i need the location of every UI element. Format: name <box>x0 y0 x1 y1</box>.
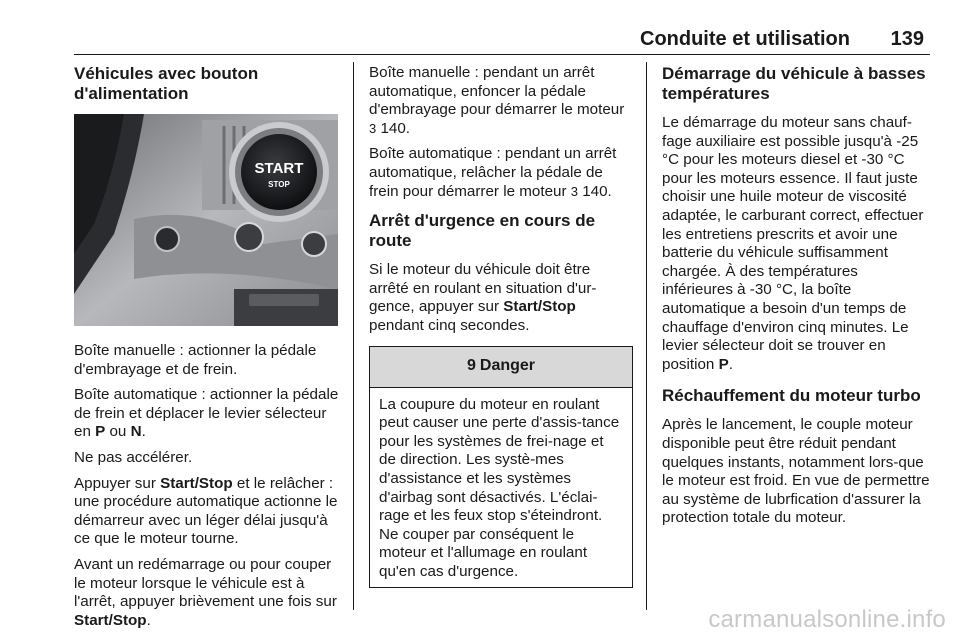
page-header <box>74 24 930 55</box>
danger-text: La coupure du moteur en roulant peut causer une perte d'assis-tance pour les systèmes de frei-nage et de direction. Les systè-mes d'assistance et les systèmes d'airbag sont désactivés. L'éclai-rage et les feux stop s'éteindront. Ne couper par conséquent le moteur et l'allumage en roulant qu'en cas d'urgence. <box>379 395 620 580</box>
paragraph-manual-gearbox: Boîte manuelle : actionner la pédale d'embrayage et de frein. <box>74 342 317 378</box>
column-2 <box>369 64 633 588</box>
danger-header <box>370 347 632 388</box>
paragraph-no-accelerate: Ne pas accélérer. <box>74 448 193 466</box>
section-heading-power-button: Véhicules avec bouton d'alimentation <box>74 64 259 103</box>
column-divider-1 <box>353 62 354 610</box>
paragraph-automatic-gearbox: Boîte automatique : actionner la pédale de frein et déplacer le levier sélecteur en P ou N. <box>74 386 339 441</box>
paragraph-manual-autostop: Boîte manuelle : pendant un arrêt automatique, enfoncer la pédale d'embrayage pour démarrer le moteur 3 140. <box>369 64 625 137</box>
site-watermark: carmanualsonline.info <box>708 606 946 633</box>
photo-stop-label: STOP <box>268 180 290 189</box>
page-number: 139 <box>890 28 924 50</box>
paragraph-press-start-stop: Appuyer sur Start/Stop et le relâcher : une procédure automatique actionne le démarreur avec un léger délai jusqu'à ce que le moteur tourne. <box>74 474 338 548</box>
column-1 <box>74 64 346 637</box>
section-heading-emergency-stop: Arrêt d'urgence en cours de route <box>369 211 596 251</box>
column-divider-2 <box>646 62 647 610</box>
section-heading-low-temperature: Démarrage du véhicule à basses températures <box>662 64 926 103</box>
photo-start-label: START <box>254 160 304 177</box>
paragraph-low-temperature: Le démarrage du moteur sans chauf-fage auxiliaire est possible jusqu'à -25 °C pour les moteurs diesel et -30 °C pour les moteurs essence. Il faut juste choisir une huile moteur de viscosité adaptée, le carburant correct, effectuer les entretiens prescrits et avoir une batterie du véhicule suffisamment chargée. À des températures inférieures à -30 °C, la boîte automatique a besoin d'un temps de chauffage d'environ cinq minutes. Le levier sélecteur doit se trouver en position P. <box>662 114 924 373</box>
danger-box <box>369 346 633 589</box>
page-reference-icon: 3 <box>570 183 578 199</box>
column-3 <box>662 64 930 535</box>
paragraph-automatic-autostop: Boîte automatique : pendant un arrêt automatique, relâcher la pédale de frein pour démarrer le moteur 3 140. <box>369 145 617 200</box>
danger-title: Danger <box>479 357 536 375</box>
chapter-title: Conduite et utilisation <box>640 28 850 50</box>
paragraph-emergency-stop: Si le moteur du véhicule doit être arrêté en roulant en situation d'ur-gence, appuyer sur Start/Stop pendant cinq secondes. <box>369 261 597 334</box>
start-stop-button-photo <box>74 114 338 326</box>
section-heading-turbo-warmup: Réchauffement du moteur turbo <box>662 386 921 406</box>
page-reference-icon: 3 <box>369 120 377 136</box>
paragraph-restart: Avant un redémarrage ou pour couper le moteur lorsque le véhicule est à l'arrêt, appuyer brièvement une fois sur Start/Stop. <box>74 555 337 629</box>
paragraph-turbo-warmup: Après le lancement, le couple moteur disponible peut être réduit pendant quelques instants, notamment lors-que le moteur est froid. En vue de permettre au système de lubrfication d'assurer la protection totale du moteur. <box>662 416 930 527</box>
warning-triangle-icon: 9 <box>466 357 476 375</box>
